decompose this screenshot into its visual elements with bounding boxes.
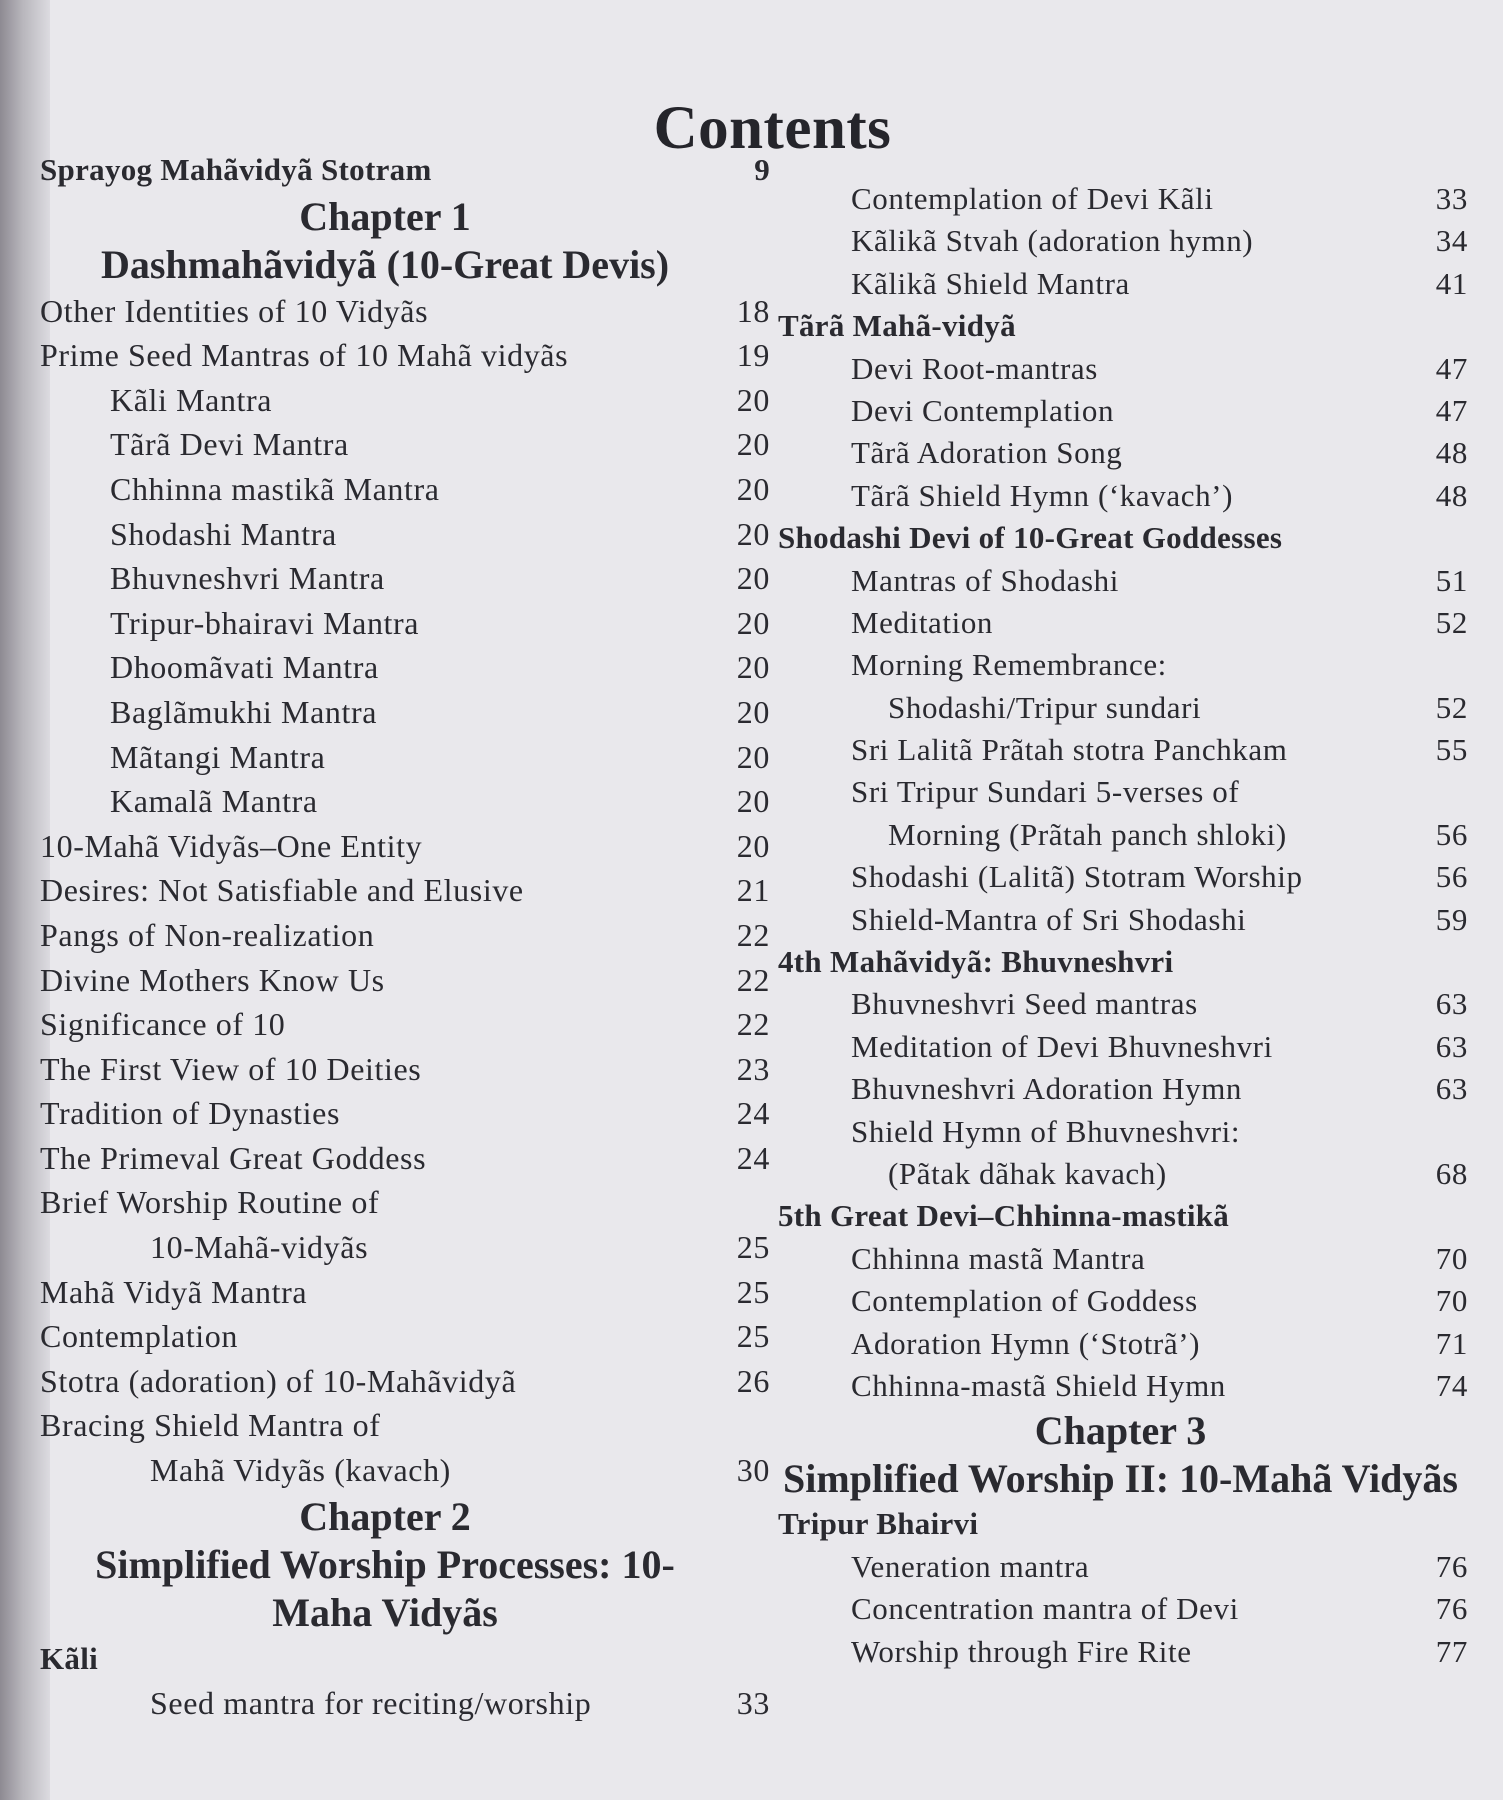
toc-page-number: 55 [1435,732,1468,768]
toc-entry [778,1238,1468,1280]
toc-entry [778,644,1468,686]
toc-entry [40,1225,770,1270]
toc-entry [40,333,770,378]
toc-page-number: 24 [736,1095,770,1132]
toc-entry-title: Pangs of Non-realization [40,916,375,953]
toc-entry-title: Kãli [40,1640,99,1676]
chapter-heading [40,1493,770,1541]
toc-entry-title: Adoration Hymn (‘Stotrã’) [851,1325,1201,1361]
toc-entry [40,779,770,824]
toc-entry-title: Tãrã Mahã-vidyã [778,308,1016,344]
toc-entry-title: Prime Seed Mantras of 10 Mahã vidyãs [40,337,569,374]
toc-entry [40,1180,770,1225]
toc-page-number: 20 [736,470,770,507]
toc-page-number: 47 [1435,392,1468,428]
toc-entry-title: Morning (Prãtah panch shloki) [888,816,1287,852]
toc-entry [40,289,770,334]
toc-entry-title: Sprayog Mahãvidyã Stotram [40,152,432,187]
toc-page-number: 56 [1435,816,1468,852]
toc-entry [778,560,1468,602]
toc-page-number: 47 [1435,350,1468,386]
toc-entry-title: Bhuvneshvri Adoration Hymn [851,1071,1243,1107]
toc-entry-title: Chhinna mastã Mantra [851,1240,1146,1276]
toc-entry [778,1068,1468,1110]
toc-entry-title: Shodashi/Tripur sundari [888,689,1202,725]
toc-entry-title: Mantras of Shodashi [851,562,1119,598]
toc-left-column [40,148,770,1726]
toc-page-number: 21 [736,872,770,909]
toc-entry-title: Contemplation [40,1318,239,1355]
toc-page-number: 24 [736,1139,770,1176]
toc-entry [40,1047,770,1092]
toc-entry [40,690,770,735]
toc-page-number: 76 [1435,1591,1468,1627]
toc-entry [778,220,1468,262]
toc-entry-title: Shodashi (Lalitã) Stotram Worship [851,859,1303,895]
toc-entry [40,1359,770,1404]
toc-entry-title: Tripur-bhairavi Mantra [110,604,420,641]
toc-entry-title: Tradition of Dynasties [40,1095,341,1132]
toc-entry [778,432,1468,474]
toc-entry [778,1280,1468,1322]
toc-page-number: 59 [1435,901,1468,937]
toc-entry-title: Mahã Vidyãs (kavach) [150,1452,451,1489]
toc-page-number: 20 [736,560,770,597]
toc-entry-title: Sri Tripur Sundari 5-verses of [851,774,1240,810]
toc-entry-title: Mahã Vidyã Mantra [40,1273,308,1310]
section-heading [40,148,770,193]
toc-page-number: 68 [1435,1155,1468,1191]
toc-entry-title: Stotra (adoration) of 10-Mahãvidyã [40,1362,517,1399]
toc-entry-title: 4th Mahãvidyã: Bhuvneshvri [778,944,1174,980]
toc-entry [778,1323,1468,1365]
toc-entry [778,348,1468,390]
toc-entry-title: Shield Hymn of Bhuvneshvri: [851,1113,1241,1149]
toc-entry [40,913,770,958]
toc-page-number: 22 [736,916,770,953]
toc-page-number: 20 [736,649,770,686]
toc-entry [40,645,770,690]
toc-entry-title: Dhoomãvati Mantra [110,649,379,686]
toc-entry-title: Tãrã Devi Mantra [110,426,349,463]
toc-entry-title: Shield-Mantra of Sri Shodashi [851,901,1247,937]
toc-entry [40,1403,770,1448]
section-heading [778,1195,1468,1237]
toc-entry [40,824,770,869]
toc-entry-title: Tãrã Shield Hymn (‘kavach’) [851,477,1234,513]
toc-page-number: 20 [736,827,770,864]
toc-entry-title: Chhinna mastikã Mantra [110,470,440,507]
toc-entry [40,1002,770,1047]
section-heading [778,305,1468,347]
toc-entry [778,263,1468,305]
toc-entry-title: Concentration mantra of Devi [851,1591,1239,1627]
section-heading [40,1637,770,1682]
toc-entry-title: Sri Lalitã Prãtah stotra Panchkam [851,732,1288,768]
toc-entry-title: Mãtangi Mantra [110,738,326,775]
page-title: Contents [653,95,892,162]
toc-page-number: 63 [1435,986,1468,1022]
toc-page-number: 25 [736,1229,770,1266]
toc-page-number: 22 [736,1006,770,1043]
toc-entry [778,1153,1468,1195]
toc-entry-title: Tãrã Adoration Song [851,435,1123,471]
toc-entry-title: Meditation [851,604,994,640]
toc-entry-title: Bracing Shield Mantra of [40,1407,381,1444]
toc-entry-title: Tripur Bhairvi [778,1506,979,1542]
toc-entry [778,1631,1468,1673]
toc-entry-title: Worship through Fire Rite [851,1633,1192,1669]
toc-entry-title: The First View of 10 Deities [40,1050,422,1087]
toc-page-number: 25 [736,1273,770,1310]
toc-entry [778,899,1468,941]
toc-entry [778,814,1468,856]
toc-entry-title: Kãli Mantra [110,381,273,418]
toc-page-number: 74 [1435,1367,1468,1403]
toc-entry-title: 10-Mahã-vidyãs [150,1229,369,1266]
toc-page-number: 19 [736,337,770,374]
toc-entry [778,178,1468,220]
toc-entry-title: Chapter 2 [299,1493,471,1539]
toc-entry-title: Chapter 1 [299,193,471,239]
toc-page-number: 20 [736,515,770,552]
toc-entry [40,601,770,646]
toc-entry [778,602,1468,644]
toc-entry-title: Morning Remembrance: [851,647,1167,683]
toc-entry-title: Kamalã Mantra [110,783,318,820]
toc-page-number: 48 [1435,477,1468,513]
toc-entry-title: Contemplation of Goddess [851,1283,1198,1319]
toc-entry-title: Divine Mothers Know Us [40,961,385,998]
toc-page-number: 34 [1435,223,1468,259]
toc-page-number: 25 [736,1318,770,1355]
chapter-heading [40,193,770,241]
toc-entry-title: Contemplation of Devi Kãli [851,181,1214,216]
toc-page-number: 20 [736,783,770,820]
toc-entry-title: Baglãmukhi Mantra [110,693,378,730]
toc-entry [40,1448,770,1493]
chapter-heading [778,1455,1468,1503]
toc-entry-title: Desires: Not Satisfiable and Elusive [40,872,524,909]
toc-entry [778,687,1468,729]
toc-entry [40,1314,770,1359]
toc-page-number: 51 [1435,562,1468,598]
toc-entry-title: Bhuvneshvri Mantra [110,560,385,597]
toc-entry-title: Brief Worship Routine of [40,1184,380,1221]
toc-entry [40,422,770,467]
toc-entry [40,512,770,557]
toc-entry [778,1546,1468,1588]
toc-entry [40,378,770,423]
toc-entry-title: Other Identities of 10 Vidyãs [40,292,429,329]
toc-page-number: 63 [1435,1071,1468,1107]
toc-entry-title: Kãlikã Shield Mantra [851,265,1130,301]
toc-page-number: 33 [736,1685,770,1722]
toc-page-number: 33 [1435,181,1468,216]
toc-entry [40,958,770,1003]
toc-entry [778,729,1468,771]
toc-page-number: 9 [754,152,770,187]
toc-page-number: 30 [736,1452,770,1489]
toc-entry [40,1136,770,1181]
toc-page-number: 26 [736,1362,770,1399]
toc-page-number: 23 [736,1050,770,1087]
chapter-heading [40,241,770,289]
chapter-heading [778,1407,1468,1455]
toc-entry-title: Veneration mantra [851,1548,1090,1584]
chapter-heading [40,1589,770,1637]
toc-page-number: 20 [736,426,770,463]
toc-page-number: 20 [736,693,770,730]
toc-entry-title: 5th Great Devi–Chhinna-mastikã [778,1198,1230,1234]
toc-entry [778,983,1468,1025]
toc-page-number: 20 [736,381,770,418]
toc-entry-title: Dashmahãvidyã (10-Great Devis) [100,241,670,287]
section-heading [778,941,1468,983]
toc-entry-title: Meditation of Devi Bhuvneshvri [851,1028,1273,1064]
toc-entry-title: Bhuvneshvri Seed mantras [851,986,1198,1022]
toc-entry-title: Devi Root-mantras [851,350,1098,386]
toc-entry-title: Simplified Worship II: 10-Mahã Vidyãs [783,1456,1458,1502]
chapter-heading [40,1541,770,1589]
toc-page-number: 70 [1435,1283,1468,1319]
toc-entry [778,1365,1468,1407]
toc-entry-title: (Pãtak dãhak kavach) [888,1155,1167,1191]
toc-entry [40,868,770,913]
toc-page-number: 71 [1435,1325,1468,1361]
toc-entry-title: Chhinna-mastã Shield Hymn [851,1367,1226,1403]
toc-entry [40,467,770,512]
toc-page-number: 20 [736,604,770,641]
toc-page-number: 76 [1435,1548,1468,1584]
toc-entry [778,1588,1468,1630]
toc-right-column [778,178,1468,1673]
toc-entry-title: Simplified Worship Processes: 10- [95,1541,675,1587]
toc-page-number: 22 [736,961,770,998]
toc-entry-title: Shodashi Mantra [110,515,337,552]
toc-page-number: 70 [1435,1240,1468,1276]
toc-entry-title: Shodashi Devi of 10-Great Goddesses [778,520,1283,556]
toc-entry [778,771,1468,813]
toc-entry [778,1111,1468,1153]
toc-entry [778,390,1468,432]
toc-entry [40,1270,770,1315]
toc-entry [40,1091,770,1136]
toc-entry [778,1026,1468,1068]
toc-entry-title: Kãlikã Stvah (adoration hymn) [851,223,1254,259]
toc-page-number: 20 [736,738,770,775]
toc-entry [40,735,770,780]
toc-entry-title: Chapter 3 [1034,1408,1207,1454]
toc-entry [40,1681,770,1726]
toc-entry-title: Maha Vidyãs [272,1589,498,1635]
toc-page-number: 77 [1435,1633,1468,1669]
toc-entry [778,856,1468,898]
toc-page-number: 48 [1435,435,1468,471]
toc-entry-title: Devi Contemplation [851,392,1115,428]
toc-page-number: 41 [1435,265,1468,301]
toc-page-number: 56 [1435,859,1468,895]
toc-entry-title: 10-Mahã Vidyãs–One Entity [40,827,423,864]
section-heading [778,517,1468,559]
toc-page-number: 52 [1435,604,1468,640]
section-heading [778,1503,1468,1545]
toc-page-number: 63 [1435,1028,1468,1064]
toc-entry-title: Seed mantra for reciting/worship [150,1685,592,1722]
toc-page-number: 18 [736,292,770,329]
toc-page-number: 52 [1435,689,1468,725]
toc-entry [40,556,770,601]
toc-entry [778,475,1468,517]
toc-entry-title: The Primeval Great Goddess [40,1139,427,1176]
toc-entry-title: Significance of 10 [40,1006,286,1043]
